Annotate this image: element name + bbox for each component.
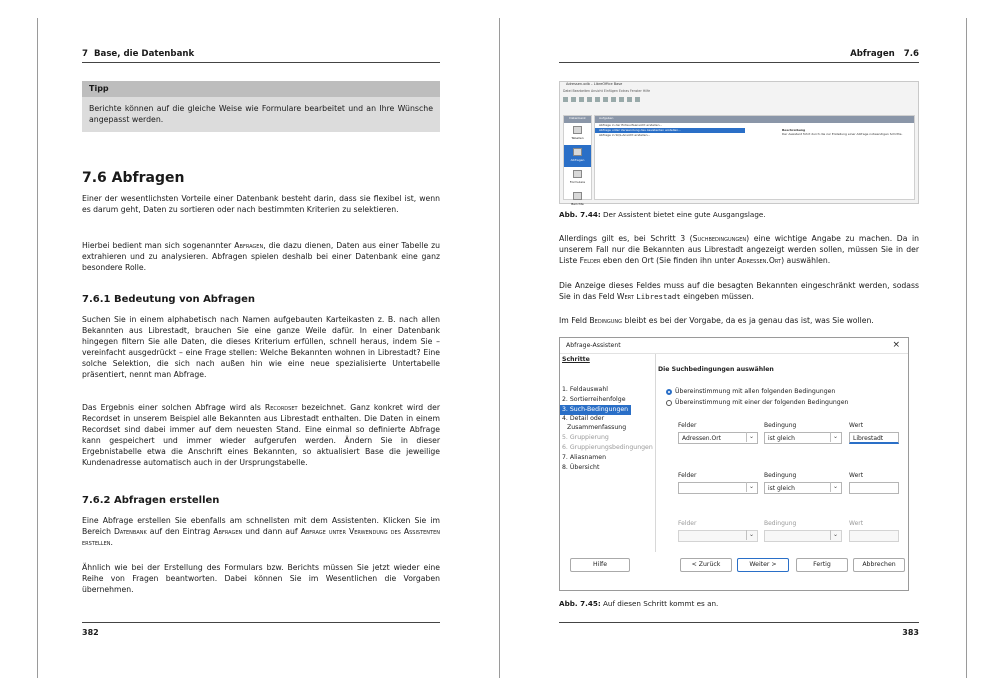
smallcaps-term: Abfrage unter Verwendung des Assistenten erstellen bbox=[82, 527, 441, 547]
sidebar-item-label: Berichte bbox=[571, 202, 584, 206]
tip-heading: Tipp bbox=[82, 81, 440, 97]
subsection-title-762: 7.6.2 Abfragen erstellen bbox=[82, 495, 220, 506]
text-run: ) eine wichtige Angabe zu machen. Da in unserem Fall nur die Bekannten aus Librestadt angezeigt werden sollen, müssen Sie in der Liste bbox=[559, 234, 919, 265]
table-icon bbox=[573, 126, 582, 134]
caption-text: Der Assistent bietet eine gute Ausgangslage. bbox=[600, 210, 766, 219]
menu-bar: Datei Bearbeiten Ansicht Einfügen Extras Fenster Hilfe bbox=[563, 89, 651, 93]
dialog-title: Abfrage-Assistent bbox=[566, 342, 621, 349]
sidebar-item-tables[interactable] bbox=[564, 123, 591, 145]
section-title: 7.6 Abfragen bbox=[82, 170, 185, 186]
window-title: Adressen.odb – LibreOffice Base bbox=[566, 82, 623, 86]
dialog-titlebar bbox=[560, 338, 908, 354]
text-run: . bbox=[110, 538, 113, 547]
label-value: Wert bbox=[849, 422, 864, 429]
sidebar-item-label: Formulare bbox=[569, 180, 586, 184]
caption-text: Auf diesen Schritt kommt es an. bbox=[600, 599, 719, 608]
task-item-wizard[interactable]: Abfrage unter Verwendung des Assistenten erstellen... bbox=[595, 128, 745, 133]
code-term: Librestadt bbox=[636, 292, 681, 301]
label-value: Wert bbox=[849, 520, 864, 527]
text-run: Das Ergebnis einer solchen Abfrage wird als bbox=[82, 403, 265, 412]
smallcaps-term: Wert bbox=[616, 292, 634, 301]
smallcaps-term: Abfragen bbox=[213, 527, 243, 536]
condition-select-3 bbox=[764, 530, 842, 542]
label-condition: Bedingung bbox=[764, 520, 797, 527]
paragraph-recordset bbox=[82, 402, 440, 468]
page-number: 382 bbox=[82, 628, 99, 637]
label-fields: Felder bbox=[678, 520, 697, 527]
paragraph-wert bbox=[559, 280, 919, 302]
database-sidebar bbox=[563, 115, 592, 206]
text-run: eingeben müssen. bbox=[680, 292, 754, 301]
smallcaps-term: Bedingung bbox=[589, 316, 623, 325]
left-page-footer bbox=[82, 622, 440, 637]
left-page bbox=[82, 0, 440, 696]
paragraph-aehnlich: Ähnlich wie bei der Erstellung des Formulars bzw. Berichts müssen Sie jetzt wieder eine Reihe von Fragen beantworten. Dabei können Sie im Wesentlichen die Vorgaben übernehmen. bbox=[82, 563, 440, 594]
value-input-2[interactable] bbox=[849, 482, 899, 494]
tasks-panel bbox=[594, 115, 915, 200]
step-item[interactable]: 4. Detail oder bbox=[562, 415, 605, 422]
chapter-title: Base, die Datenbank bbox=[93, 49, 195, 59]
spine-line bbox=[499, 18, 500, 678]
smallcaps-term: Recordset bbox=[264, 403, 298, 412]
smallcaps-term: Datenbank bbox=[114, 527, 147, 536]
report-icon bbox=[573, 192, 582, 200]
screenshot-base-window bbox=[559, 81, 919, 204]
sidebar-item-label: Tabellen bbox=[571, 136, 584, 140]
condition-select-2[interactable]: ist gleich ⌄ bbox=[764, 482, 842, 494]
left-running-header bbox=[82, 49, 440, 63]
conditions-panel bbox=[658, 354, 908, 552]
caption-label: Abb. 7.45: bbox=[559, 599, 601, 608]
steps-heading: Schritte bbox=[562, 356, 590, 363]
label-fields: Felder bbox=[678, 422, 697, 429]
radio-match-any[interactable] bbox=[666, 399, 848, 406]
text-run: auf den Eintrag bbox=[146, 527, 214, 536]
radio-label: Übereinstimmung mit einer der folgenden Bedingungen bbox=[675, 399, 849, 406]
text-run: Hierbei bedient man sich sogenannter bbox=[82, 241, 235, 250]
right-page-footer bbox=[559, 622, 919, 637]
smallcaps-term: Felder bbox=[579, 256, 601, 265]
description-title: Beschreibung bbox=[782, 128, 806, 132]
description-box bbox=[782, 128, 902, 136]
smallcaps-term: Abfragen bbox=[234, 241, 264, 250]
sidebar-item-forms[interactable] bbox=[564, 167, 591, 189]
step-item[interactable]: 7. Aliasnamen bbox=[562, 454, 607, 461]
field-select-1[interactable]: Adressen.Ort ⌄ bbox=[678, 432, 758, 444]
cancel-button[interactable]: Abbrechen bbox=[853, 558, 905, 572]
text-run: bezeichnet. Ganz konkret wird der Recordset in unserem Beispiel alle Bekannten aus Librestadt enthalten. Die Daten in einem Recordset sind dabei immer auf dem neuesten Stand. Eine einmal so definierte Abfrage kann gespeichert und immer wieder aufgerufen werden. Ändern Sie in dieser Ergebnistabelle etwa die Anschrift eines Bekannten, so aktualisiert Base die jeweilige Kundenadresse automatisch auch in der Ursprungstabelle. bbox=[82, 403, 440, 467]
text-run: Allerdings gilt es, bei Schritt 3 ( bbox=[559, 234, 693, 243]
toolbar-icon bbox=[635, 97, 640, 102]
right-margin-line bbox=[966, 18, 967, 678]
text-run: Im Feld bbox=[559, 316, 590, 325]
tasks-header: Aufgaben bbox=[595, 116, 914, 123]
query-icon bbox=[573, 148, 582, 156]
label-fields: Felder bbox=[678, 472, 697, 479]
caption-label: Abb. 7.44: bbox=[559, 210, 601, 219]
toolbar-icon bbox=[619, 97, 624, 102]
figure-caption-744 bbox=[559, 210, 919, 219]
toolbar-icon bbox=[603, 97, 608, 102]
label-condition: Bedingung bbox=[764, 422, 797, 429]
text-run: , die dazu dienen, Daten aus einer Tabelle zu extrahieren und zu analysieren. Abfragen spielen deshalb bei einer Datenbank eine ganz besondere Rolle. bbox=[82, 241, 441, 272]
field-select-2[interactable] bbox=[678, 482, 758, 494]
task-item[interactable]: Abfrage in der Entwurfsansicht erstellen... bbox=[599, 123, 663, 127]
paragraph-erstellen bbox=[82, 515, 440, 548]
paragraph-bedeutung: Suchen Sie in einem alphabetisch nach Namen aufgebauten Karteikasten z. B. nach allen Bekannten aus Librestadt, brauchen Sie eine ganze Weile dafür. In einer Datenbank hingegen filtern Sie alle Daten, die dieses Kriterium erfüllen, schnell heraus, indem Sie – vereinfacht ausgedrückt – eine Frage stellen: Welche Bekannten wohnen in Librestadt? Eine solche Selektion, die sich nach außen hin wie eine neue spezialisierte Untertabelle präsentiert, nennt man Abfrage. bbox=[82, 315, 440, 379]
dialog-footer bbox=[560, 550, 908, 590]
chapter-number: 7.6 bbox=[903, 49, 919, 59]
finish-button[interactable]: Fertig bbox=[796, 558, 848, 572]
value-input-1[interactable]: Librestadt bbox=[849, 432, 899, 444]
steps-panel bbox=[560, 354, 656, 552]
step-item-active[interactable]: 3. Such-Bedingungen bbox=[560, 405, 631, 415]
tip-box bbox=[82, 81, 440, 132]
paragraph-intro: Einer der wesentlichsten Vorteile einer Datenbank besteht darin, dass sie flexibel ist, wenn es darum geht, Daten zu sortieren oder nach bestimmten Kriterien zu selektieren. bbox=[82, 194, 440, 214]
text-run: eben den Ort (Sie finden ihn unter bbox=[600, 256, 738, 265]
toolbar-icon bbox=[571, 97, 576, 102]
paragraph-abfragen bbox=[82, 240, 440, 273]
sidebar-item-label: Abfragen bbox=[570, 158, 585, 162]
step-item-disabled: 5. Gruppierung bbox=[562, 434, 609, 441]
toolbar-icon bbox=[563, 97, 568, 102]
tip-text: Berichte können auf die gleiche Weise wie Formulare bearbeitet und an Ihre Wünsche angepasst werden. bbox=[89, 104, 433, 124]
toolbar-icon bbox=[595, 97, 600, 102]
sidebar-item-queries[interactable] bbox=[564, 145, 591, 167]
step-item[interactable]: 8. Übersicht bbox=[562, 464, 600, 471]
toolbar-icon bbox=[579, 97, 584, 102]
right-running-header bbox=[559, 49, 919, 63]
back-button[interactable]: < Zurück bbox=[680, 558, 732, 572]
toolbar bbox=[560, 95, 918, 105]
page-number: 383 bbox=[902, 628, 919, 637]
radio-selected-icon bbox=[666, 389, 672, 395]
text-run: bleibt es bei der Vorgabe, da es ja genau das ist, was Sie wollen. bbox=[622, 316, 874, 325]
task-item[interactable]: Abfrage in SQL-Ansicht erstellen... bbox=[599, 133, 651, 137]
subsection-title-761: 7.6.1 Bedeutung von Abfragen bbox=[82, 294, 256, 305]
sidebar-header: Datenbank bbox=[564, 116, 591, 123]
help-button[interactable]: Hilfe bbox=[570, 558, 630, 572]
figure-caption-745 bbox=[559, 599, 919, 608]
radio-label: Übereinstimmung mit allen folgenden Bedingungen bbox=[675, 388, 836, 395]
sidebar-item-reports[interactable] bbox=[564, 189, 591, 211]
text-run: Eine Abfrage erstellen Sie ebenfalls am schnellsten mit dem Assistenten. Klicken Sie im Bereich bbox=[82, 516, 440, 536]
step-item-cont[interactable]: Zusammenfassung bbox=[567, 424, 627, 431]
text-run: ) auswählen. bbox=[781, 256, 831, 265]
label-value: Wert bbox=[849, 472, 864, 479]
field-select-3 bbox=[678, 530, 758, 542]
chapter-number: 7 bbox=[82, 49, 88, 59]
radio-match-all[interactable] bbox=[666, 388, 835, 395]
chapter-title: Abfragen bbox=[850, 49, 895, 59]
panel-heading: Die Suchbedingungen auswählen bbox=[658, 366, 774, 373]
query-wizard-dialog bbox=[559, 337, 909, 591]
description-text: Der Assistent führt durch die zur Erstellung einer Abfrage notwendigen Schritte. bbox=[782, 132, 903, 136]
toolbar-icon bbox=[611, 97, 616, 102]
text-run: Die Anzeige dieses Feldes muss auf die besagten Bekannten eingeschränkt werden, sodass Sie in das Feld bbox=[559, 281, 919, 301]
left-margin-line bbox=[37, 18, 38, 678]
toolbar-icon bbox=[627, 97, 632, 102]
next-button[interactable]: Weiter > bbox=[737, 558, 789, 572]
step-item-disabled: 6. Gruppierungsbedingungen bbox=[562, 444, 653, 451]
toolbar-icon bbox=[587, 97, 592, 102]
text-run: und dann auf bbox=[242, 527, 301, 536]
form-icon bbox=[573, 170, 582, 178]
paragraph-schritt3 bbox=[559, 233, 919, 266]
smallcaps-term: Adressen.Ort bbox=[737, 256, 782, 265]
label-condition: Bedingung bbox=[764, 472, 797, 479]
paragraph-bedingung bbox=[559, 315, 919, 326]
condition-select-1[interactable]: ist gleich ⌄ bbox=[764, 432, 842, 444]
close-icon[interactable]: × bbox=[892, 340, 900, 350]
radio-icon bbox=[666, 400, 672, 406]
value-input-3 bbox=[849, 530, 899, 542]
right-page bbox=[559, 0, 919, 696]
smallcaps-term: Suchbedingungen bbox=[692, 234, 747, 243]
step-item[interactable]: 1. Feldauswahl bbox=[562, 386, 608, 393]
step-item[interactable]: 2. Sortierreihenfolge bbox=[562, 396, 626, 403]
